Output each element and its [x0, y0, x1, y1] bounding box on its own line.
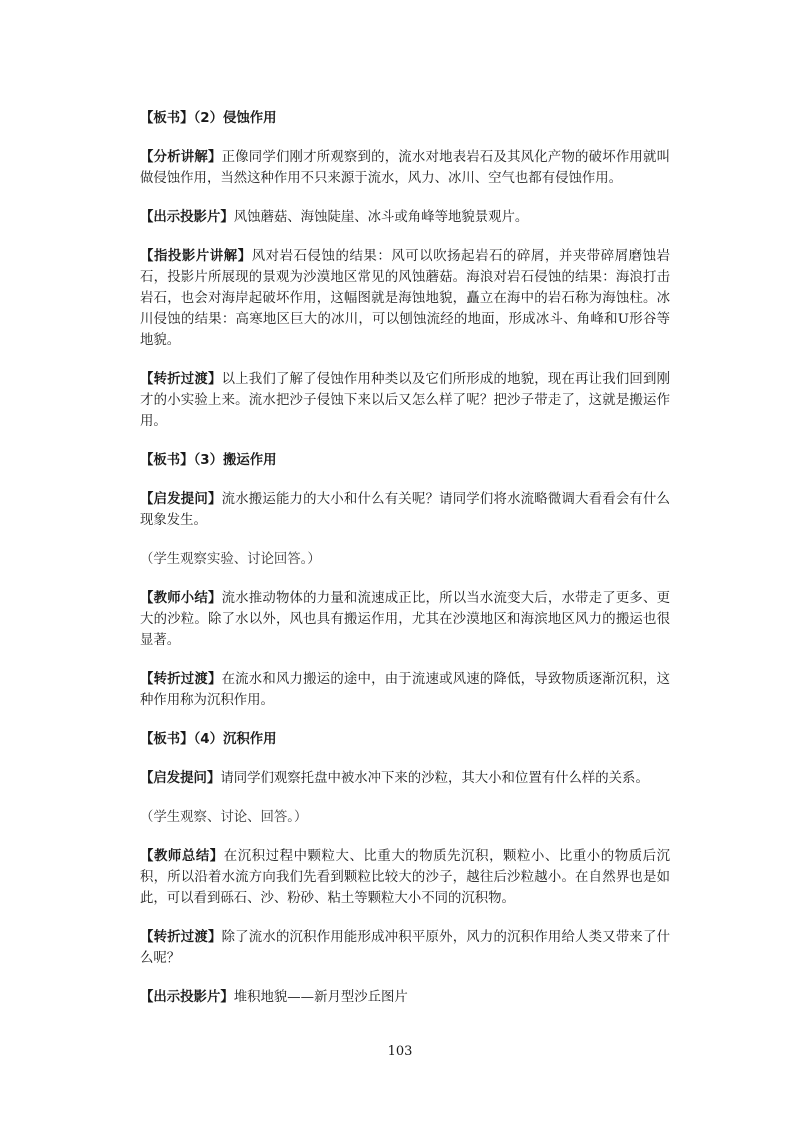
paragraph-board-erosion	[140, 108, 670, 129]
paragraph-text: 在流水和风力搬运的途中，由于流速或风速的降低，导致物质逐渐沉积，这种作用称为沉积作用。	[140, 672, 671, 708]
paragraph-slide-1	[140, 207, 670, 228]
paragraph-board-deposition	[140, 729, 670, 750]
paragraph-transition-1	[140, 369, 670, 432]
paragraph-text: （2）侵蚀作用	[193, 111, 277, 126]
paragraph-text: （学生观察、讨论、回答。）	[140, 810, 308, 825]
paragraph-text: （4）沉积作用	[193, 732, 277, 747]
paragraph-text: 风蚀蘑菇、海蚀陡崖、冰斗或角峰等地貌景观片。	[233, 210, 529, 225]
paragraph-tag: 【转折过渡】	[140, 930, 222, 945]
paragraph-analysis	[140, 147, 670, 189]
paragraph-tag: 【出示投影片】	[140, 990, 234, 1005]
paragraph-tag: 【教师小结】	[140, 591, 222, 606]
paragraph-transition-2	[140, 669, 670, 711]
paragraph-tag: 【教师总结】	[140, 849, 224, 864]
paragraph-text: 除了流水的沉积作用能形成冲积平原外，风力的沉积作用给人类又带来了什么呢？	[140, 930, 671, 966]
page-content	[140, 108, 670, 1026]
paragraph-tag: 【指投影片讲解】	[140, 249, 252, 264]
paragraph-slide-explain	[140, 246, 670, 351]
paragraph-summary-2	[140, 846, 670, 909]
paragraph-summary-1	[140, 588, 670, 651]
paragraph-tag: 【出示投影片】	[140, 210, 234, 225]
paragraph-tag: 【板书】	[140, 453, 194, 468]
paragraph-text: 流水推动物体的力量和流速成正比，所以当水流变大后，水带走了更多、更大的沙粒。除了水以外，风也具有搬运作用，尤其在沙漠地区和海滨地区风力的搬运也很显著。	[140, 591, 671, 648]
paragraph-question-2	[140, 768, 670, 789]
paragraph-slide-2	[140, 987, 670, 1008]
paragraph-question-1	[140, 489, 670, 531]
paragraph-tag: 【转折过渡】	[140, 372, 222, 387]
paragraph-text: 风对岩石侵蚀的结果：风可以吹扬起岩石的碎屑，并夹带碎屑磨蚀岩石，投影片所展现的景观为沙漠地区常见的风蚀蘑菇。海浪对岩石侵蚀的结果：海浪打击岩石，也会对海岸起破坏作用，这幅图就是海蚀地貌，矗立在海中的岩石称为海蚀柱。冰川侵蚀的结果：高寒地区巨大的冰川，可以刨蚀流经的地面，形成冰斗、角峰和U形谷等地貌。	[140, 249, 671, 348]
paragraph-tag: 【板书】	[140, 111, 194, 126]
paragraph-text: 以上我们了解了侵蚀作用种类以及它们所形成的地貌，现在再让我们回到刚才的小实验上来。流水把沙子侵蚀下来以后又怎么样了呢？把沙子带走了，这就是搬运作用。	[140, 372, 671, 429]
paragraph-text: 堆积地貌——新月型沙丘图片	[233, 990, 408, 1005]
paragraph-tag: 【分析讲解】	[140, 150, 222, 165]
paragraph-tag: 【启发提问】	[140, 771, 221, 786]
paragraph-text: （学生观察实验、讨论回答。）	[140, 552, 321, 567]
paragraph-tag: 【启发提问】	[140, 492, 222, 507]
paragraph-student-note-1	[140, 549, 670, 570]
paragraph-transition-3	[140, 927, 670, 969]
paragraph-tag: 【板书】	[140, 732, 194, 747]
paragraph-board-transport	[140, 450, 670, 471]
paragraph-text: 流水搬运能力的大小和什么有关呢？请同学们将水流略微调大看看会有什么现象发生。	[140, 492, 671, 528]
paragraph-text: 正像同学们刚才所观察到的，流水对地表岩石及其风化产物的破坏作用就叫做侵蚀作用，当然这种作用不只来源于流水，风力、冰川、空气也都有侵蚀作用。	[140, 150, 671, 186]
paragraph-tag: 【转折过渡】	[140, 672, 222, 687]
paragraph-text: 在沉积过程中颗粒大、比重大的物质先沉积，颗粒小、比重小的物质后沉积，所以沿着水流方向我们先看到颗粒比较大的沙子，越往后沙粒越小。在自然界也是如此，可以看到砾石、沙、粉砂、粘土等颗粒大小不同的沉积物。	[140, 849, 671, 906]
page-number: 103	[387, 1044, 413, 1059]
paragraph-student-note-2	[140, 807, 670, 828]
paragraph-text: （3）搬运作用	[193, 453, 277, 468]
paragraph-text: 请同学们观察托盘中被水冲下来的沙粒，其大小和位置有什么样的关系。	[220, 771, 649, 786]
